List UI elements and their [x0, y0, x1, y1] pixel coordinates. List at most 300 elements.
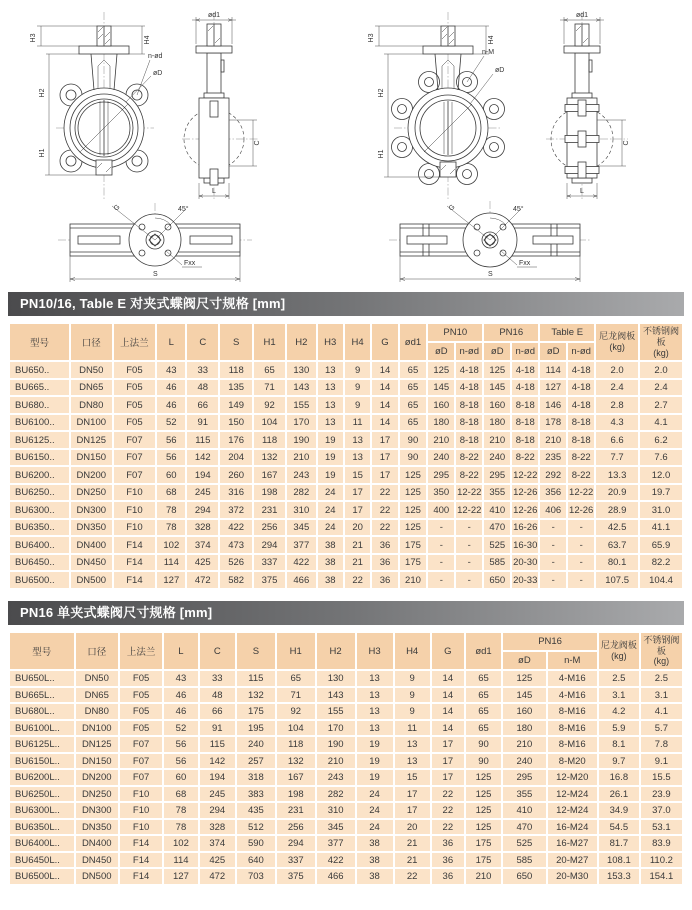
cell: 12-22	[456, 502, 482, 518]
body-slab	[199, 93, 229, 185]
valve-body	[408, 88, 488, 168]
top-mounting-plate	[564, 46, 600, 53]
cell: 142	[187, 450, 218, 466]
cell: 125	[400, 520, 427, 536]
cell: 8-M16	[548, 721, 597, 736]
group-pn16: PN16	[503, 633, 597, 650]
dim-label-h2: H2	[378, 88, 385, 98]
cell: -	[428, 537, 454, 553]
cell: 17	[432, 737, 464, 752]
cell: DN300	[76, 803, 118, 818]
cell: 125	[466, 770, 501, 785]
dim-label-fxx: Fxx	[184, 260, 196, 267]
table-row	[10, 704, 682, 719]
cell: 472	[200, 869, 235, 884]
col-nylon-disc: 尼龙阀板 (kg)	[596, 324, 638, 360]
cell: 585	[484, 555, 510, 571]
col-top-flange: 上法兰	[114, 324, 156, 360]
cell: 37.0	[641, 803, 682, 818]
cell: 190	[317, 737, 355, 752]
cell: F10	[114, 520, 156, 536]
cell: 53.1	[641, 820, 682, 835]
col-H2: H2	[317, 633, 355, 669]
cell: 132	[237, 688, 275, 703]
cell: DN125	[71, 432, 112, 448]
cell: 38	[318, 572, 343, 588]
cell: 19	[318, 450, 343, 466]
table-row	[10, 380, 682, 396]
cell: 143	[317, 688, 355, 703]
lug-valve-side-drawing	[540, 8, 635, 203]
bottom-boss	[96, 160, 112, 175]
cell: 132	[254, 450, 285, 466]
cell: 512	[237, 820, 275, 835]
cell: 22	[432, 787, 464, 802]
cell: 245	[200, 787, 235, 802]
cell: BU6250..	[10, 485, 69, 501]
cell: 114	[157, 555, 185, 571]
cell: 8-18	[512, 415, 538, 431]
cell: 9	[345, 380, 370, 396]
cell: 54.5	[599, 820, 639, 835]
cell: 466	[317, 869, 355, 884]
cell: 260	[220, 467, 252, 483]
cell: 256	[277, 820, 315, 835]
cell: F05	[114, 415, 156, 431]
cell: 22	[395, 869, 430, 884]
dim-label-h4: H4	[144, 35, 151, 45]
section-title-lug: PN16 单夹式蝶阀尺寸规格 [mm]	[8, 601, 684, 625]
cell: F05	[120, 671, 162, 686]
cell: 38	[357, 853, 393, 868]
cell: 175	[237, 704, 275, 719]
cell: 19	[318, 467, 343, 483]
cell: DN200	[76, 770, 118, 785]
cell: 127	[157, 572, 185, 588]
cell: 65	[254, 362, 285, 378]
cell: 292	[540, 467, 566, 483]
cell: 125	[503, 671, 545, 686]
cell: F05	[114, 380, 156, 396]
cell: 422	[287, 555, 316, 571]
cell: -	[568, 537, 594, 553]
cell: BU6100..	[10, 415, 69, 431]
cell: F14	[114, 572, 156, 588]
dim-label-45deg: 45°	[178, 206, 189, 213]
lug-dimension-table	[8, 631, 684, 886]
cell: 4-M16	[548, 671, 597, 686]
cell: 9	[345, 397, 370, 413]
cell: -	[428, 520, 454, 536]
cell: 4-18	[568, 380, 594, 396]
cell: 65	[466, 721, 501, 736]
cell: BU6350L..	[10, 820, 74, 835]
dim-label-od1: ød1	[207, 12, 221, 19]
cell: 12-26	[568, 502, 594, 518]
neck	[207, 53, 221, 98]
cell: 52	[164, 721, 197, 736]
table-row	[10, 869, 682, 884]
cell: BU6400..	[10, 537, 69, 553]
cell: 22	[372, 520, 397, 536]
cell: F10	[114, 502, 156, 518]
cell: 90	[400, 450, 427, 466]
cell: 42.5	[596, 520, 638, 536]
cell: F07	[114, 432, 156, 448]
cell: DN150	[71, 450, 112, 466]
cell: 180	[484, 415, 510, 431]
dim-label-g: G	[447, 203, 457, 213]
cell: 2.4	[640, 380, 682, 396]
cell: 316	[220, 485, 252, 501]
cell: 7.6	[640, 450, 682, 466]
cell: DN500	[71, 572, 112, 588]
table-row	[10, 721, 682, 736]
cell: 65	[466, 688, 501, 703]
cell: 43	[164, 671, 197, 686]
cell: 71	[277, 688, 315, 703]
cell: 16.8	[599, 770, 639, 785]
cell: 240	[428, 450, 454, 466]
cell: 22	[432, 820, 464, 835]
cell: 282	[317, 787, 355, 802]
cell: BU6300L..	[10, 803, 74, 818]
cell: DN80	[76, 704, 118, 719]
cell: 13	[357, 688, 393, 703]
cell: 4.3	[596, 415, 638, 431]
cell: 26.1	[599, 787, 639, 802]
cell: 13	[395, 737, 430, 752]
cell: F10	[120, 820, 162, 835]
cell: BU6350..	[10, 520, 69, 536]
cell: DN100	[71, 415, 112, 431]
cell: 175	[466, 853, 501, 868]
cell: 19	[357, 770, 393, 785]
cell: 56	[164, 754, 197, 769]
cell: 14	[372, 397, 397, 413]
cell: 20	[395, 820, 430, 835]
cell: DN500	[76, 869, 118, 884]
cell: 194	[187, 467, 218, 483]
cell: 210	[540, 432, 566, 448]
col-pn10-oD: øD	[428, 343, 454, 360]
cell: BU6150L..	[10, 754, 74, 769]
col-model: 型号	[10, 633, 74, 669]
cell: 24	[318, 485, 343, 501]
cell: 8-18	[512, 397, 538, 413]
cell: 190	[287, 432, 316, 448]
cell: 104	[254, 415, 285, 431]
cell: DN125	[76, 737, 118, 752]
cell: 210	[400, 572, 427, 588]
cell: 245	[187, 485, 218, 501]
cell: 14	[432, 671, 464, 686]
bottom-boss	[440, 162, 456, 177]
cell: 43	[157, 362, 185, 378]
cell: -	[428, 572, 454, 588]
cell: 114	[164, 853, 197, 868]
table-row	[10, 520, 682, 536]
table-row	[10, 537, 682, 553]
cell: DN80	[71, 397, 112, 413]
stem-top	[441, 26, 455, 46]
dim-label-n-m: n-M	[482, 49, 495, 56]
cell: 155	[287, 397, 316, 413]
key-slot	[221, 60, 224, 72]
cell: 8.1	[599, 737, 639, 752]
cell: 125	[466, 803, 501, 818]
cell: 8-22	[568, 450, 594, 466]
col-table-e-oD: øD	[540, 343, 566, 360]
cell: F14	[120, 869, 162, 884]
dim-label-od1: ød1	[575, 12, 589, 19]
cell: 125	[466, 787, 501, 802]
cell: 355	[503, 787, 545, 802]
cell: DN200	[71, 467, 112, 483]
cell: 24	[318, 520, 343, 536]
cell: 71	[254, 380, 285, 396]
cell: DN50	[76, 671, 118, 686]
cell: 65	[400, 362, 427, 378]
cell: F05	[114, 397, 156, 413]
cell: 375	[254, 572, 285, 588]
cell: 210	[466, 869, 501, 884]
cell: 11	[345, 415, 370, 431]
lug-bolt-bosses	[565, 100, 599, 178]
cell: 145	[428, 380, 454, 396]
cell: 130	[317, 671, 355, 686]
cell: 33	[187, 362, 218, 378]
cell: DN300	[71, 502, 112, 518]
wafer-valve-top-drawing	[50, 198, 260, 290]
cell: 12-26	[512, 502, 538, 518]
cell: 110.2	[641, 853, 682, 868]
cell: 24	[357, 787, 393, 802]
cell: 8-18	[456, 397, 482, 413]
cell: BU6200L..	[10, 770, 74, 785]
col-od1: ød1	[466, 633, 501, 669]
cell: 640	[237, 853, 275, 868]
cell: 20-30	[512, 555, 538, 571]
cell: 400	[428, 502, 454, 518]
cell: DN250	[71, 485, 112, 501]
cell: 3.1	[599, 688, 639, 703]
wafer-dimension-table	[8, 322, 684, 590]
dim-label-c: C	[254, 140, 261, 146]
cell: 17	[395, 803, 430, 818]
cell: BU665..	[10, 380, 69, 396]
valve-body	[64, 88, 144, 168]
table-row	[10, 688, 682, 703]
cell: 257	[237, 754, 275, 769]
cell: 470	[503, 820, 545, 835]
cell: 153.3	[599, 869, 639, 884]
cell: 142	[200, 754, 235, 769]
cell: 5.7	[641, 721, 682, 736]
cell: 7.8	[641, 737, 682, 752]
col-H2: H2	[287, 324, 316, 360]
cell: 90	[466, 737, 501, 752]
cell: DN65	[76, 688, 118, 703]
table-row	[10, 836, 682, 851]
cell: 356	[540, 485, 566, 501]
cell: 350	[428, 485, 454, 501]
cell: 36	[432, 869, 464, 884]
cell: BU6500L..	[10, 869, 74, 884]
technical-drawings	[0, 0, 692, 292]
cell: 125	[484, 362, 510, 378]
cell: 60	[157, 467, 185, 483]
cell: 176	[220, 432, 252, 448]
cell: 24	[357, 820, 393, 835]
lug-valve-front-drawing	[360, 8, 535, 203]
cell: 328	[187, 520, 218, 536]
cell: 65	[400, 415, 427, 431]
cell: 231	[277, 803, 315, 818]
cell: -	[428, 555, 454, 571]
cell: F05	[120, 688, 162, 703]
cell: 125	[400, 502, 427, 518]
table-header	[10, 324, 682, 360]
cell: 127	[164, 869, 197, 884]
cell: 65	[466, 671, 501, 686]
cell: 127	[540, 380, 566, 396]
cell: F14	[114, 555, 156, 571]
cell: 145	[484, 380, 510, 396]
cell: 195	[237, 721, 275, 736]
cell: 4-18	[456, 362, 482, 378]
cell: 14	[372, 380, 397, 396]
cell: 14	[372, 415, 397, 431]
cell: 46	[157, 380, 185, 396]
cell: 48	[200, 688, 235, 703]
cell: 130	[287, 362, 316, 378]
cell: BU665L..	[10, 688, 74, 703]
cell: 91	[187, 415, 218, 431]
cell: 175	[400, 555, 427, 571]
cell: 8-22	[568, 467, 594, 483]
cell: 9	[395, 688, 430, 703]
cell: 114	[540, 362, 566, 378]
cell: -	[568, 572, 594, 588]
cell: BU6500..	[10, 572, 69, 588]
lug-valve-top-drawing	[385, 194, 595, 290]
cell: F07	[120, 754, 162, 769]
cell: 22	[345, 572, 370, 588]
cell: DN65	[71, 380, 112, 396]
cell: 4.2	[599, 704, 639, 719]
cell: DN350	[71, 520, 112, 536]
cell: 12-22	[568, 485, 594, 501]
cell: BU6250L..	[10, 787, 74, 802]
cell: 38	[357, 836, 393, 851]
cell: 8-M16	[548, 737, 597, 752]
cell: 125	[428, 362, 454, 378]
cell: 180	[428, 415, 454, 431]
cell: 46	[164, 704, 197, 719]
col-C: C	[200, 633, 235, 669]
col-H4: H4	[345, 324, 370, 360]
cell: 374	[187, 537, 218, 553]
cell: 2.4	[596, 380, 638, 396]
dim-label-oD: øD	[153, 70, 163, 77]
cell: 337	[277, 853, 315, 868]
cell: 198	[277, 787, 315, 802]
dim-label-h1: H1	[378, 149, 385, 159]
dim-label-l: L	[580, 188, 584, 195]
cell: 81.7	[599, 836, 639, 851]
cell: F05	[120, 704, 162, 719]
cell: 231	[254, 502, 285, 518]
cell: 345	[317, 820, 355, 835]
dim-label-l: L	[212, 188, 216, 195]
cell: 68	[164, 787, 197, 802]
col-pn16-oD: øD	[503, 652, 545, 669]
cell: 38	[357, 869, 393, 884]
cell: 20.9	[596, 485, 638, 501]
stem-top	[97, 26, 111, 46]
cell: 9	[395, 671, 430, 686]
cell: 12-22	[512, 467, 538, 483]
cell: 8-M20	[548, 754, 597, 769]
cell: 33	[200, 671, 235, 686]
col-pn16-n-M: n-M	[548, 652, 597, 669]
cell: 4-18	[568, 362, 594, 378]
col-L: L	[164, 633, 197, 669]
cell: 19.7	[640, 485, 682, 501]
table-row	[10, 770, 682, 785]
dim-label-n-od: n-ød	[148, 53, 163, 60]
dim-label-h1: H1	[39, 148, 46, 158]
cell: 4-18	[456, 380, 482, 396]
cell: 66	[187, 397, 218, 413]
cell: BU6400L..	[10, 836, 74, 851]
cell: 8-22	[456, 467, 482, 483]
dim-label-h3: H3	[30, 33, 37, 43]
cell: 198	[254, 485, 285, 501]
cell: 108.1	[599, 853, 639, 868]
cell: 9.7	[599, 754, 639, 769]
cell: 12-M24	[548, 787, 597, 802]
col-H1: H1	[254, 324, 285, 360]
cell: BU650..	[10, 362, 69, 378]
cell: 12-M20	[548, 770, 597, 785]
cell: 160	[503, 704, 545, 719]
cell: BU680L..	[10, 704, 74, 719]
table-row	[10, 572, 682, 588]
dim-label-s: S	[488, 271, 493, 278]
cell: 38	[318, 555, 343, 571]
table-row	[10, 555, 682, 571]
cell: 295	[503, 770, 545, 785]
cell: 90	[466, 754, 501, 769]
cell: 410	[503, 803, 545, 818]
dim-label-s: S	[153, 271, 158, 278]
cell: BU6125..	[10, 432, 69, 448]
cell: 472	[187, 572, 218, 588]
col-nylon-disc: 尼龙阀板 (kg)	[599, 633, 639, 669]
cell: 13	[395, 754, 430, 769]
cell: 36	[432, 853, 464, 868]
cell: 80.1	[596, 555, 638, 571]
cell: 13	[318, 362, 343, 378]
cell: 328	[200, 820, 235, 835]
section-title-wafer: PN10/16, Table E 对夹式蝶阀尺寸规格 [mm]	[8, 292, 684, 316]
cell: 78	[157, 502, 185, 518]
cell: 68	[157, 485, 185, 501]
col-top-flange: 上法兰	[120, 633, 162, 669]
top-mounting-plate	[423, 46, 473, 54]
